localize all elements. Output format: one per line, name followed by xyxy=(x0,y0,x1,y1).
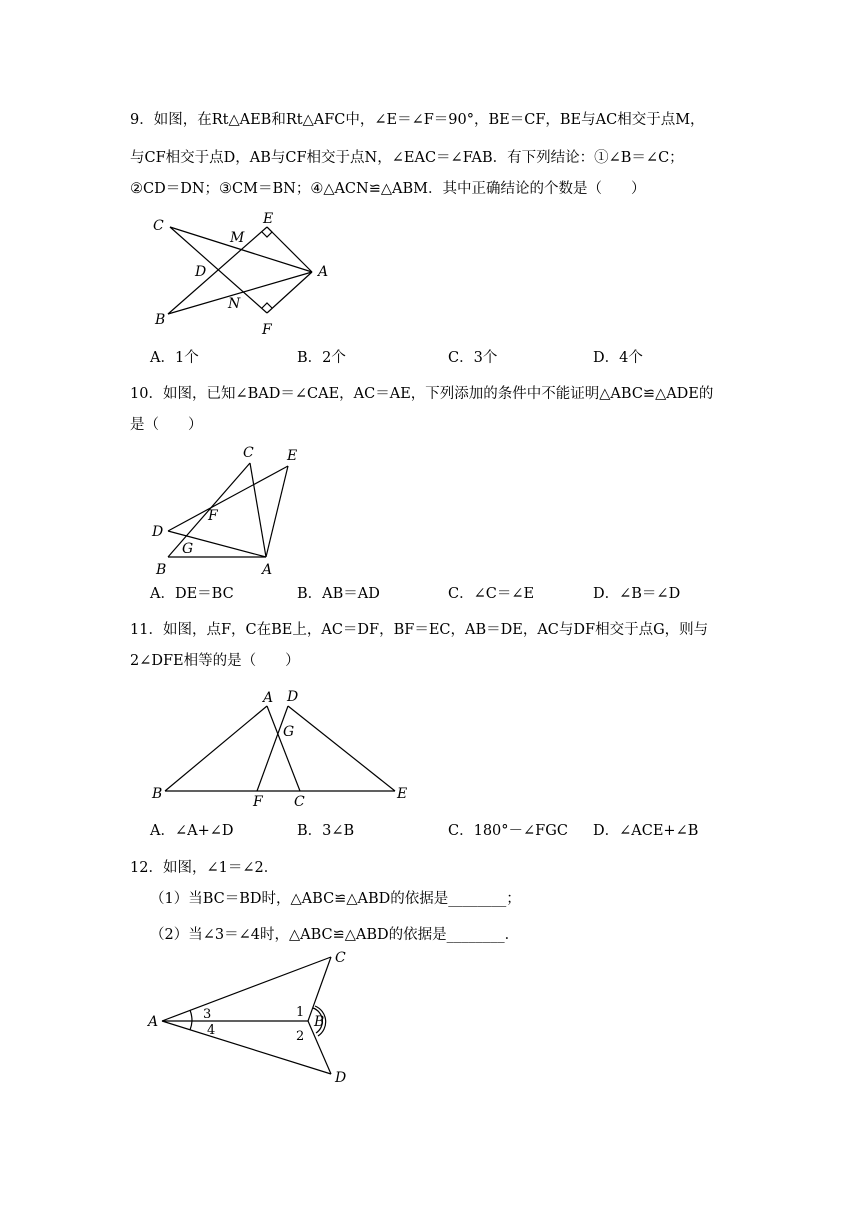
q10-label-C: C xyxy=(243,445,254,461)
q10-label-B: B xyxy=(156,562,167,578)
q9-option-a: A．1个 xyxy=(150,350,199,366)
q9-option-b: B．2个 xyxy=(297,350,346,366)
q12-label-D: D xyxy=(335,1070,347,1086)
q10-option-c: C．∠C＝∠E xyxy=(448,586,535,602)
q9-label-B: B xyxy=(155,312,166,328)
q10-label-F: F xyxy=(208,508,218,524)
q9-stem-line-1: 9．如图，在Rt△AEB和Rt△AFC中，∠E＝∠F＝90°，BE＝CF，BE与AC相交于点M， xyxy=(130,112,705,128)
q10-option-b: B．AB＝AD xyxy=(297,586,380,602)
q9-label-N: N xyxy=(228,296,241,312)
q12-label-C: C xyxy=(335,950,346,966)
q12-label-3: 3 xyxy=(203,1007,212,1022)
q10-label-A: A xyxy=(262,562,273,578)
q11-label-D: D xyxy=(287,689,299,705)
q10-label-D: D xyxy=(152,524,164,540)
q9-option-d: D．4个 xyxy=(593,350,643,366)
q10-stem-line-2: 是（ ） xyxy=(130,417,203,433)
q11-label-G: G xyxy=(283,724,295,740)
q11-label-C: C xyxy=(294,794,305,810)
q12-stem: 12．如图，∠1＝∠2． xyxy=(130,860,279,876)
q10-stem-line-1: 10．如图，已知∠BAD＝∠CAE，AC＝AE，下列添加的条件中不能证明△ABC≌△ADE的 xyxy=(130,386,714,402)
q12-part-1: （1）当BC＝BD时，△ABC≌△ABD的依据是________； xyxy=(150,891,521,907)
q11-label-A: A xyxy=(263,690,274,706)
q11-stem-line-2: 2∠DFE相等的是（ ） xyxy=(130,653,300,669)
q11-label-B: B xyxy=(152,786,163,802)
q12-label-4: 4 xyxy=(207,1023,216,1038)
q9-label-M: M xyxy=(230,230,245,246)
q12-label-2: 2 xyxy=(296,1029,305,1044)
q9-label-A: A xyxy=(318,264,329,280)
q12-label-A: A xyxy=(148,1014,159,1030)
q11-option-b: B．3∠B xyxy=(297,823,355,839)
q10-label-G: G xyxy=(182,541,194,557)
q9-label-F: F xyxy=(262,322,272,338)
q10-option-a: A．DE＝BC xyxy=(150,586,234,602)
q11-option-d: D．∠ACE+∠B xyxy=(593,823,699,839)
q9-option-c: C．3个 xyxy=(448,350,498,366)
q9-stem-line-2: 与CF相交于点D，AB与CF相交于点N，∠EAC＝∠FAB．有下列结论：①∠B＝∠C； xyxy=(130,150,684,166)
q12-label-1: 1 xyxy=(296,1005,305,1020)
q9-label-D: D xyxy=(195,264,207,280)
q11-label-E: E xyxy=(397,786,408,802)
q11-stem-line-1: 11．如图，点F，C在BE上，AC＝DF，BF＝EC，AB＝DE，AC与DF相交于点G，则与 xyxy=(130,622,709,638)
q12-label-B: B xyxy=(314,1014,325,1030)
q10-option-d: D．∠B＝∠D xyxy=(593,586,681,602)
q9-stem-line-3: ②CD＝DN；③CM＝BN；④△ACN≌△ABM．其中正确结论的个数是（ ） xyxy=(130,181,646,197)
q10-label-E: E xyxy=(287,448,298,464)
q12-part-2: （2）当∠3＝∠4时，△ABC≌△ABD的依据是________． xyxy=(150,927,520,943)
q11-label-F: F xyxy=(253,794,263,810)
q9-label-C: C xyxy=(153,218,164,234)
q9-label-E: E xyxy=(263,211,274,227)
q11-option-a: A．∠A+∠D xyxy=(150,823,234,839)
q11-option-c: C．180°－∠FGC xyxy=(448,823,568,839)
